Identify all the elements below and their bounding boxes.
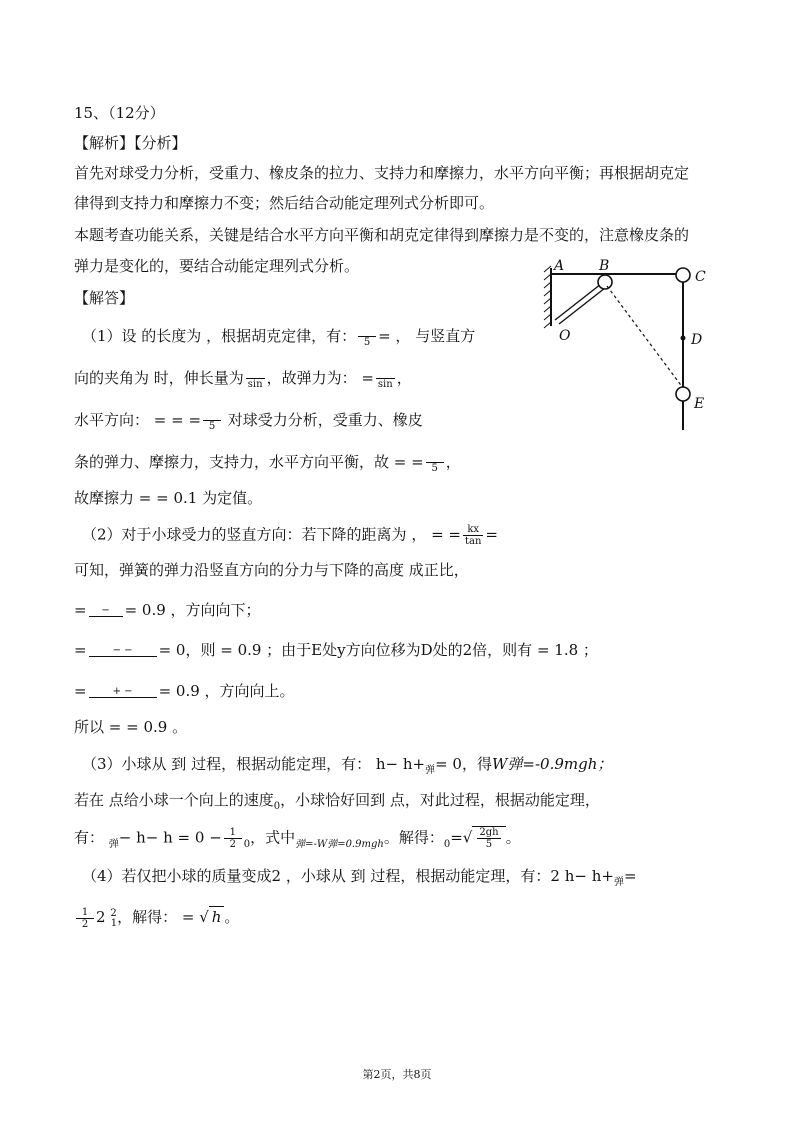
pulley-b [598,275,612,289]
page-footer: 第2页，共8页 [362,1068,432,1081]
label-e: E [694,396,705,412]
analysis-line-1: 首先对球受力分析，受重力、橡皮条的拉力、支持力和摩擦力，水平方向平衡；再根据胡克定 [74,164,690,182]
sqrt-sign-icon: √ [199,908,209,926]
dashed-band [607,286,683,388]
part4-line-2: $\frac{1}{2}$ 2 $^2_1$，解得： = √h 。 [74,904,239,934]
part3-line-2: 若在 点给小球一个向上的速度$_0$，小球恰好回到 点，对此过程，根据动能定理， [74,791,600,812]
part2-line-6: 所以 = = 0.9 。 [74,718,188,736]
section-label-analysis: 【解析】【分析】 [74,134,187,152]
question-heading: 15、（12分） [74,104,165,122]
part3-line-3: 有： $_弹$− h− h = 0 − $\frac{1}{2}$ $_0$，式中$_{弹=-W弹=0.9mgh}$。解得：$_0$=√ $\frac{2gh}{5}$ 。 [74,827,521,850]
sqrt-sign-icon: √ [462,828,473,847]
physics-diagram [543,258,715,436]
label-o: O [559,328,571,344]
rod-ob [555,284,605,324]
ring-c [676,268,690,282]
label-d: D [691,332,703,348]
section-label-answer: 【解答】 [74,289,135,307]
label-b: B [599,258,610,274]
point-d [681,336,686,341]
analysis-line-4: 弹力是变化的，要结合动能定理列式分析。 [74,257,360,275]
part2-line-3: = − = 0.9 ，方向向下； [74,601,261,619]
part1-line-5: 故摩擦力 = = 0.1 为定值。 [74,489,263,507]
part1-line-2: 向的夹角为 时，伸长量为 sin ，故弹力为： = sin ， [74,369,412,390]
analysis-line-3: 本题考查功能关系，关键是结合水平方向平衡和胡克定律得到摩擦力是不变的，注意橡皮条的 [74,226,690,244]
analysis-line-2: 律得到支持力和摩擦力不变；然后结合动能定理列式分析即可。 [74,194,495,212]
label-c: C [695,269,706,285]
wall-hatching [544,266,551,328]
part1-line-3: 水平方向： = = = 5 对球受力分析，受重力、橡皮 [74,411,423,432]
part2-line-1: （2）对于小球受力的竖直方向：若下降的距离为 ， = = $\frac{kx}{\tan}$ = [82,524,498,547]
part2-line-2: 可知，弹簧的弹力沿竖直方向的分力与下降的高度 成正比， [74,561,469,579]
part4-line-1: （4）若仅把小球的质量变成2 ，小球从 到 过程，根据动能定理，有：2 $h- h+_弹=$ [82,867,637,888]
ring-e [676,387,690,401]
part1-line-4: 条的弹力、摩擦力，支持力，水平方向平衡，故 = = 5 ， [74,453,461,474]
part3-line-1: （3）小球从 到 过程，根据动能定理，有： $h- h+_弹= 0$，得W弹=-0.9mgh； [82,755,613,776]
part2-line-5: = + − = 0.9 ，方向向上。 [74,682,295,700]
part2-line-4: = − − = 0，则 = 0.9 ；由于E处y方向位移为D处的2倍，则有 = 1.8 ； [74,641,598,659]
part1-line-1: （1）设 的长度为 ，根据胡克定律，有： 5 = ， 与竖直方 [82,327,476,348]
label-a: A [554,258,565,274]
